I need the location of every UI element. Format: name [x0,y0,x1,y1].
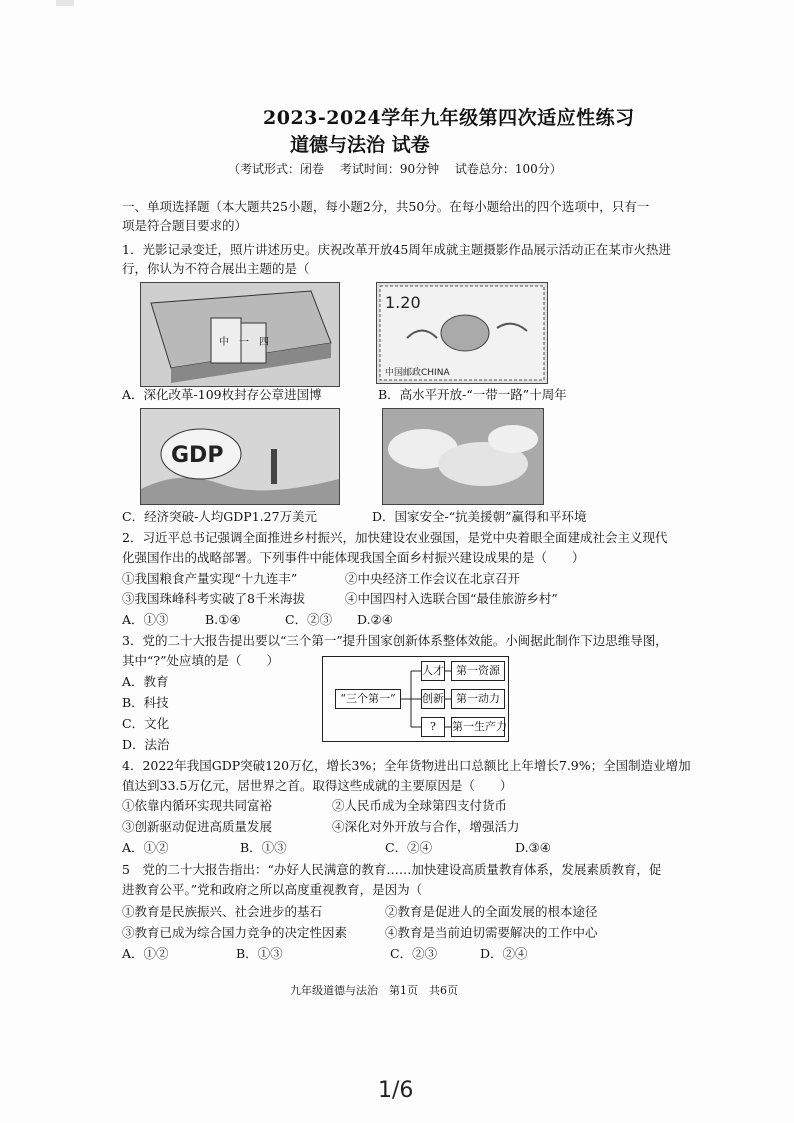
q2-option-a: A．①③ [122,612,169,627]
q4-option-a: A．①② [122,840,169,855]
q2-stem-cont: 化强国作出的战略部署。下列事件中能体现我国全面乡村振兴建设成果的是（ ） [122,550,585,565]
q2-item-1: ①我国粮食产量实现“十九连丰” [122,571,298,586]
section-heading-cont: 项是符合题目要求的） [122,218,248,233]
exam-info: （考试形式：闭卷 考试时间：90分钟 试卷总分：100分） [228,162,562,176]
q2-item-3: ③我国珠峰科考实破了8千米海拔 [122,591,305,606]
q3-stem-cont: 其中“?”处应填的是（ ） [122,653,279,668]
mindmap-result-3: 第一生产力 [451,717,505,737]
q4-item-1: ①依靠内循环实现共同富裕 [122,798,273,813]
q2-option-d: D.②④ [357,612,393,627]
q5-item-3: ③教育已成为综合国力竞争的决定性因素 [122,925,348,940]
mindmap-node-unknown: ? [421,717,445,737]
q5-stem-cont: 进教育公平。”党和政府之所以高度重视教育，是因为（ [122,882,423,897]
q4-item-4: ④深化对外开放与合作，增强活力 [332,819,520,834]
gdp-text: GDP [171,443,224,468]
gdp-image [141,409,339,504]
q4-option-b: B．①③ [240,840,287,855]
q5-item-1: ①教育是民族振兴、社会进步的基石 [122,904,323,919]
section-heading: 一、单项选择题（本大题共25小题，每小题2分，共50分。在每小题给出的四个选项中，只有一 [122,199,650,214]
q5-option-a: A．①② [122,946,169,961]
mindmap-result-1: 第一资源 [451,661,505,681]
q1-option-c: C．经济突破-人均GDP1.27万美元 [122,509,318,524]
q5-option-b: B．①③ [236,946,283,961]
q3-option-a: A．教育 [122,674,169,689]
q1-photo-d [382,408,544,505]
q2-item-2: ②中央经济工作会议在北京召开 [345,571,521,586]
mindmap-node-talent: 人才 [421,661,445,681]
q4-stem: 4．2022年我国GDP突破120万亿，增长3%；全年货物进出口总额比上年增长7.9%；全国制造业增加 [122,758,691,773]
q3-option-d: D．法治 [122,737,170,752]
exam-title: 2023-2024学年九年级第四次适应性练习 [263,107,635,129]
q1-option-b: B．高水平开放-“一带一路”十周年 [378,387,567,402]
q4-item-2: ②人民币成为全球第四支付货币 [332,798,508,813]
q4-option-c: C．②④ [385,840,433,855]
exam-subject: 道德与法治 试卷 [290,134,430,156]
page-indicator: 1/6 [378,1078,414,1103]
q5-stem: 5 党的二十大报告指出：“办好人民满意的教育……加快建设高质量教育体系，发展素质教育，促 [122,862,662,877]
q1-photo-c [140,408,340,505]
q2-stem: 2．习近平总书记强调全面推进乡村振兴，加快建设农业强国，是党中央着眼全面建成社会主义现代 [122,530,668,545]
q5-item-2: ②教育是促进人的全面发展的根本途径 [385,904,598,919]
q1-option-d: D．国家安全-“抗美援朝”赢得和平环境 [372,509,587,524]
q2-option-b: B.①④ [205,612,241,627]
q3-option-b: B．科技 [122,695,169,710]
photo-a-caption: 中 一 四 [219,337,269,348]
q3-stem: 3．党的二十大报告提出要以“三个第一”提升国家创新体系整体效能。小闽据此制作下边思维导图， [122,633,668,648]
page-footer: 九年级道德与法治 第1页 共6页 [290,984,458,997]
q3-option-c: C．文化 [122,716,170,731]
q2-option-c: C．②③ [285,612,333,627]
q1-stem-cont: 行，你认为不符合展出主题的是（ [122,261,310,276]
q2-item-4: ④中国四村入选联合国“最佳旅游乡村” [345,591,558,606]
mindmap-center: “三个第一” [335,689,401,709]
q4-stem-cont: 值达到33.5万亿元，居世界之首。取得这些成就的主要原因是（ ） [122,778,513,793]
mindmap-frame [322,656,509,742]
q1-photo-a [140,282,340,387]
q5-option-d: D．②④ [480,946,528,961]
q1-stamp-b [376,282,548,384]
q5-item-4: ④教育是当前迫切需要解决的工作中心 [385,925,598,940]
mindmap-result-2: 第一动力 [451,689,505,709]
q4-item-3: ③创新驱动促进高质量发展 [122,819,273,834]
mindmap-node-innovation: 创新 [421,689,445,709]
clouds-image [383,409,543,504]
stamp-price: 1.20 [385,293,421,312]
q5-option-c: C．②③ [390,946,438,961]
stamp-label: 中国邮政CHINA [385,368,450,378]
q1-stem: 1．光影记录变迁，照片讲述历史。庆祝改革开放45周年成就主题摄影作品展示活动正在某市火热进 [122,242,671,257]
q4-option-d: D.③④ [515,840,551,855]
belt-road-stamp-image [377,283,547,383]
archive-stamps-image [141,283,339,386]
scan-artifact [56,0,74,6]
q1-option-a: A．深化改革-109枚封存公章进国博 [122,387,322,402]
